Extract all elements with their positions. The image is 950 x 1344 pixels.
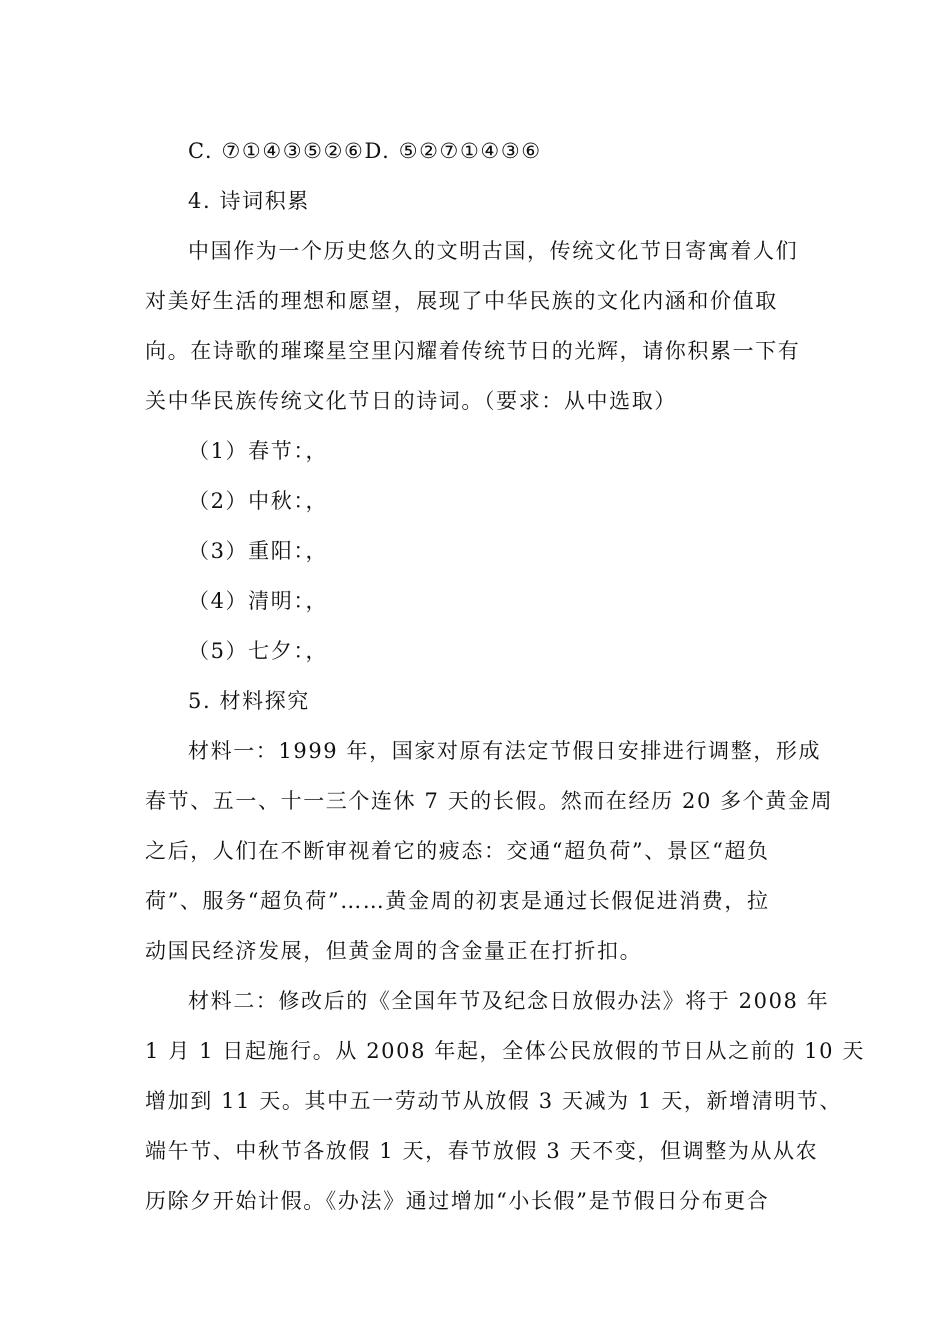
q4-item-qixi: （5）七夕：， xyxy=(188,639,329,663)
material2-line-4: 端午节、中秋节各放假 1 天，春节放假 3 天不变，但调整为从从农 xyxy=(145,1139,819,1163)
material1-line-5: 动国民经济发展，但黄金周的含金量正在打折扣。 xyxy=(145,939,643,963)
material2-line-2: 1 月 1 日起施行。从 2008 年起，全体公民放假的节日从之前的 10 天 xyxy=(145,1039,866,1063)
material1-line-4: 荷”、服务“超负荷”……黄金周的初衷是通过长假促进消费，拉 xyxy=(145,889,770,913)
material2-line-3: 增加到 11 天。其中五一劳动节从放假 3 天减为 1 天，新增清明节、 xyxy=(145,1089,843,1113)
answer-options-line: C. ⑦①④③⑤②⑥D. ⑤②⑦①④③⑥ xyxy=(188,139,542,163)
material2-line-5: 历除夕开始计假。《办法》通过增加“小长假”是节假日分布更合 xyxy=(145,1189,770,1213)
question-5-heading: 5. 材料探究 xyxy=(188,689,310,713)
question-4-heading: 4. 诗词积累 xyxy=(188,189,310,213)
q4-item-double-ninth: （3）重阳：， xyxy=(188,539,329,563)
q4-intro-line-2: 对美好生活的理想和愿望，展现了中华民族的文化内涵和价值取 xyxy=(145,289,778,313)
material2-line-1: 材料二：修改后的《全国年节及纪念日放假办法》将于 2008 年 xyxy=(188,989,830,1013)
material1-line-1: 材料一：1999 年，国家对原有法定节假日安排进行调整，形成 xyxy=(188,739,822,763)
q4-intro-line-3: 向。在诗歌的璀璨星空里闪耀着传统节日的光辉，请你积累一下有 xyxy=(145,339,801,363)
q4-item-qingming: （4）清明：， xyxy=(188,589,329,613)
q4-intro-line-1: 中国作为一个历史悠久的文明古国，传统文化节日寄寓着人们 xyxy=(188,239,799,263)
material1-line-2: 春节、五一、十一三个连休 7 天的长假。然而在经历 20 多个黄金周 xyxy=(145,789,834,813)
material1-line-3: 之后，人们在不断审视着它的疲态：交通“超负荷”、景区“超负 xyxy=(145,839,770,863)
q4-intro-line-4: 关中华民族传统文化节日的诗词。（要求：从中选取） xyxy=(145,389,677,413)
q4-item-spring-festival: （1）春节：， xyxy=(188,439,329,463)
q4-item-mid-autumn: （2）中秋：， xyxy=(188,489,329,513)
